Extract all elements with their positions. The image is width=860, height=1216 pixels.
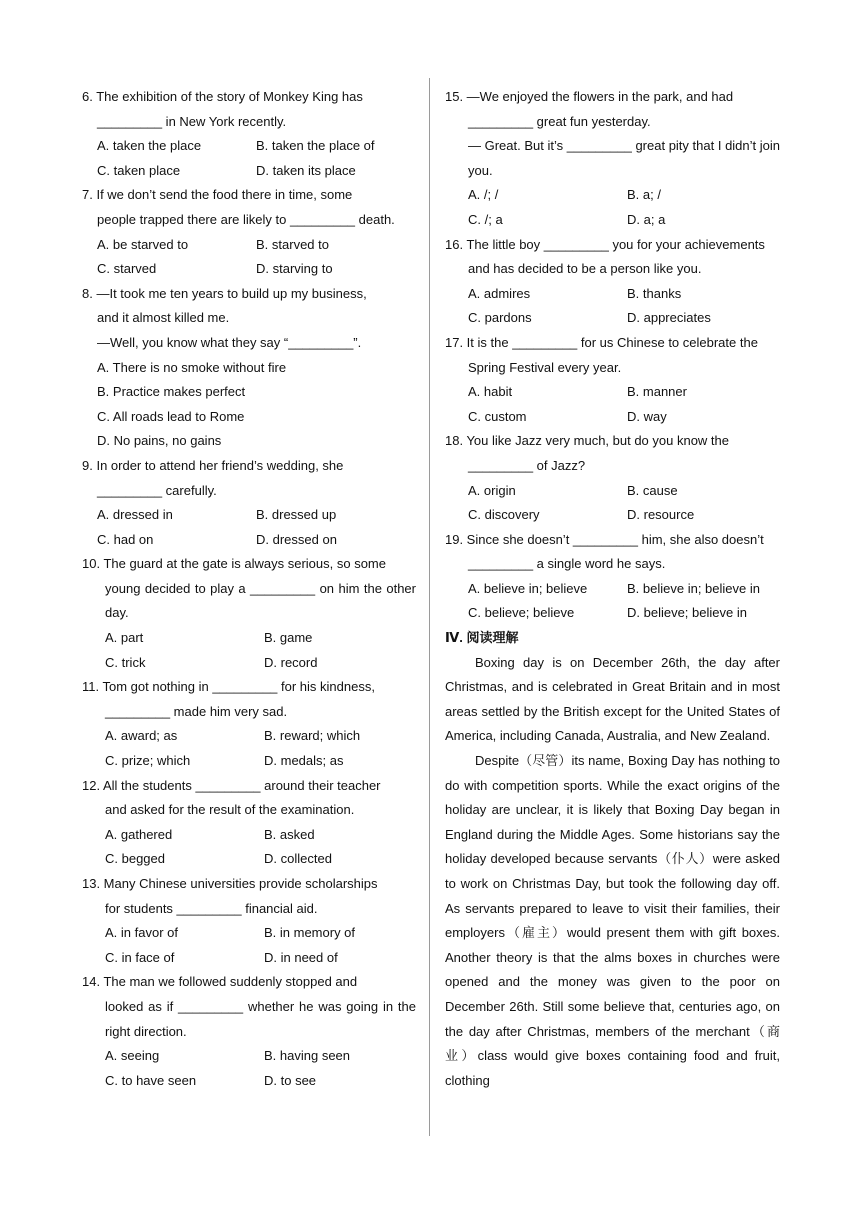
question (445, 331, 780, 429)
option-b[interactable]: B. believe in; believe in (627, 580, 760, 596)
passage-paragraph-2: Despite（尽管）its name, Boxing Day has nothing to do with competition sports. While the exact origins of the holiday are unclear, it is likely that Boxing Day began in England during the Middle Ages. Some historians say the holiday developed because servants（仆人）were asked to work on Christmas Day, but took the following day off. As servants prepared to leave to visit their families, their employers（雇主）would present them with gift boxes. Another theory is that the alms boxes in churches were opened and the money was given to the poor on December 26th. Still some believe that, centuries ago, on the day after Christmas, members of the merchant（商业）class would give boxes containing food and fruit, clothing (445, 753, 780, 1088)
question-stem: 14. The man we followed suddenly stopped and (82, 974, 358, 990)
question-stem-continued: for students _________ financial aid. (105, 900, 318, 916)
option-b[interactable]: B. thanks (627, 285, 682, 301)
option-d[interactable]: D. a; a (627, 211, 666, 227)
option-d[interactable]: D. way (627, 408, 667, 424)
question-stem-continued: and it almost killed me. (97, 310, 230, 326)
option-d[interactable]: D. believe; believe in (627, 605, 747, 621)
options (445, 380, 780, 429)
right-column (445, 85, 784, 1093)
option-a[interactable]: A. part (105, 630, 144, 646)
option-a[interactable]: A. admires (468, 285, 531, 301)
option-d[interactable]: D. starving to (256, 261, 333, 277)
option-b[interactable]: B. Practice makes perfect (97, 384, 246, 400)
question-stem-continued: _________ carefully. (97, 482, 217, 498)
option-b[interactable]: B. taken the place of (256, 138, 375, 154)
question (82, 872, 416, 970)
option-a[interactable]: A. /; / (468, 187, 499, 203)
passage-paragraph-1: Boxing day is on December 26th, the day after Christmas, and is celebrated in Great Britain and in most areas settled by the British except for the United States of America, including Canada, Australia, and New Zealand. (445, 654, 780, 744)
option-b[interactable]: B. in memory of (264, 925, 356, 941)
option-d[interactable]: D. resource (627, 507, 695, 523)
option-b[interactable]: B. game (264, 630, 313, 646)
option-d[interactable]: D. appreciates (627, 310, 711, 326)
option-c[interactable]: C. begged (105, 851, 165, 867)
option-d[interactable]: D. collected (264, 851, 332, 867)
option-b[interactable]: B. starved to (256, 236, 329, 252)
question-stem-continued: and has decided to be a person like you. (468, 261, 702, 277)
question-stem-continued: _________ great fun yesterday. (468, 113, 651, 129)
options (82, 724, 416, 773)
options (82, 134, 416, 183)
question-stem: 9. In order to attend her friend’s wedding, she (82, 457, 344, 473)
option-c[interactable]: C. All roads lead to Rome (97, 408, 245, 424)
question-stem: 6. The exhibition of the story of Monkey King has (82, 89, 363, 104)
question (82, 282, 416, 454)
question-stem: 11. Tom got nothing in _________ for his kindness, (82, 679, 375, 695)
option-c[interactable]: C. pardons (468, 310, 532, 326)
options (82, 356, 416, 454)
option-c[interactable]: C. in face of (105, 949, 175, 965)
question-stem-continued: young decided to play a _________ on him the other day. (105, 580, 420, 621)
option-b[interactable]: B. reward; which (264, 728, 361, 744)
question-stem-continued: _________ in New York recently. (97, 113, 287, 129)
option-d[interactable]: D. taken its place (256, 162, 356, 178)
option-c[interactable]: C. taken place (97, 162, 181, 178)
options (82, 921, 416, 970)
options (445, 577, 780, 626)
question (82, 454, 416, 552)
question-stem: 7. If we don’t send the food there in time, some (82, 187, 353, 203)
question (445, 429, 780, 527)
question-stem-continued: and asked for the result of the examination. (105, 802, 355, 818)
option-a[interactable]: A. seeing (105, 1048, 160, 1064)
column-divider (429, 78, 430, 1136)
right-questions (445, 85, 784, 626)
option-a[interactable]: A. There is no smoke without fire (97, 359, 287, 375)
question-stem: 8. —It took me ten years to build up my business, (82, 285, 367, 301)
option-b[interactable]: B. dressed up (256, 507, 337, 523)
question (82, 970, 420, 1093)
options (82, 823, 416, 872)
option-c[interactable]: C. to have seen (105, 1072, 197, 1088)
question-stem-continued: _________ of Jazz? (468, 457, 586, 473)
option-a[interactable]: A. dressed in (97, 507, 173, 523)
question-stem: 19. Since she doesn’t _________ him, she also doesn’t (445, 531, 764, 547)
section-title: Ⅳ. 阅读理解 (445, 630, 519, 646)
question-stem: 18. You like Jazz very much, but do you know the (445, 433, 730, 449)
option-c[interactable]: C. believe; believe (468, 605, 575, 621)
options (82, 1044, 416, 1093)
option-c[interactable]: C. prize; which (105, 753, 191, 769)
options (82, 503, 416, 552)
option-c[interactable]: C. starved (97, 261, 157, 277)
left-column (82, 85, 420, 1093)
question-stem: 12. All the students _________ around their teacher (82, 777, 381, 793)
question (82, 85, 416, 183)
option-a[interactable]: A. origin (468, 482, 516, 498)
options (445, 282, 780, 331)
option-d[interactable]: D. dressed on (256, 531, 337, 547)
question-stem-continued: _________ made him very sad. (105, 703, 288, 719)
question (445, 528, 780, 626)
option-a[interactable]: A. award; as (105, 728, 178, 744)
question-stem-continued: _________ a single word he says. (468, 556, 666, 572)
option-d[interactable]: D. No pains, no gains (97, 433, 222, 449)
options (82, 233, 416, 282)
question-stem-continued: people trapped there are likely to _________ death. (97, 211, 395, 227)
question-dialogue-line: —Well, you know what they say “_________”. (97, 334, 362, 350)
option-b[interactable]: B. asked (264, 826, 315, 842)
option-d[interactable]: D. medals; as (264, 753, 344, 769)
options (82, 626, 416, 675)
option-b[interactable]: B. a; / (627, 187, 661, 203)
option-c[interactable]: C. custom (468, 408, 527, 424)
option-b[interactable]: B. manner (627, 384, 687, 400)
question (445, 233, 780, 331)
option-b[interactable]: B. cause (627, 482, 678, 498)
question-stem: 13. Many Chinese universities provide scholarships (82, 876, 378, 891)
option-c[interactable]: C. discovery (468, 507, 540, 523)
option-d[interactable]: D. record (264, 654, 318, 670)
question (82, 552, 420, 675)
option-b[interactable]: B. having seen (264, 1048, 351, 1064)
question-stem: 16. The little boy _________ you for your achievements (445, 236, 765, 252)
options (445, 183, 780, 232)
option-a[interactable]: A. be starved to (97, 236, 189, 252)
option-d[interactable]: D. to see (264, 1072, 317, 1088)
option-a[interactable]: A. gathered (105, 826, 173, 842)
question (82, 183, 416, 281)
question-stem-continued: looked as if _________ whether he was going in the right direction. (105, 998, 420, 1039)
option-c[interactable]: C. trick (105, 654, 146, 670)
options (445, 479, 780, 528)
question (82, 675, 416, 773)
question-stem: 10. The guard at the gate is always serious, so some (82, 556, 386, 572)
option-a[interactable]: A. taken the place (97, 138, 202, 154)
question-dialogue-line: — Great. But it’s _________ great pity that I didn’t join you. (468, 138, 784, 178)
option-d[interactable]: D. in need of (264, 949, 338, 965)
question-stem: 15. —We enjoyed the flowers in the park, and had (445, 89, 734, 104)
option-a[interactable]: A. believe in; believe (468, 580, 588, 596)
option-c[interactable]: C. /; a (468, 211, 503, 227)
question-stem-continued: Spring Festival every year. (468, 359, 622, 375)
question (82, 774, 416, 872)
question-stem: 17. It is the _________ for us Chinese to celebrate the (445, 334, 758, 350)
question (445, 85, 784, 233)
option-a[interactable]: A. habit (468, 384, 513, 400)
option-c[interactable]: C. had on (97, 531, 154, 547)
option-a[interactable]: A. in favor of (105, 925, 178, 941)
